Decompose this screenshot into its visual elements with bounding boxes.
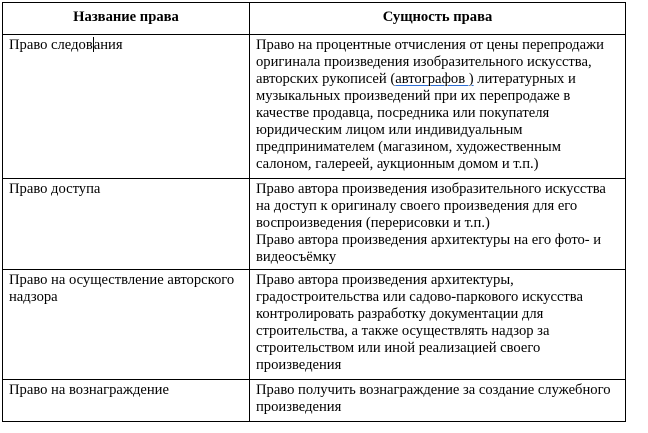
rights-table <box>2 2 626 422</box>
cell-right-essence[interactable] <box>250 179 626 270</box>
cell-text-after-cursor: ания <box>93 37 123 53</box>
cell-right-essence[interactable]: Право автора произведения архитектуры, градостроительства или садово-паркового искусства контролировать разработку документации для строительства, а также осуществлять надзор за строительством или иной реализацией своего произведения <box>250 270 626 380</box>
table-row <box>3 380 626 422</box>
essence-paragraph: Право автора произведения архитектуры на его фото- и видеосъёмку <box>256 232 602 265</box>
table-row <box>3 35 626 179</box>
cell-right-name[interactable] <box>3 35 250 179</box>
cell-right-essence[interactable] <box>250 35 626 179</box>
essence-paragraph: Право автора произведения изобразительного искусства на доступ к оригиналу своего произведения для его воспроизведения (перерисовки и т.п.) <box>256 181 606 231</box>
essence-text-part: литературных и музыкальных произведений при их перепродаже в качестве продавца, посредника или покупателя юридическим лицом или индивидуальным предпринимателем (магазином, художественным салоном, галереей, аукционным домом и т.п.) <box>256 71 576 172</box>
cell-text-before-cursor: Право следов <box>9 37 93 53</box>
cell-right-name[interactable]: Право на вознаграждение <box>3 380 250 422</box>
table-row <box>3 270 626 380</box>
cell-right-name[interactable]: Право на осуществление авторского надзора <box>3 270 250 380</box>
essence-text-part: Право на процентные отчисления от цены перепродажи оригинала произведения изобразительного искусства, авторских рукописей ( <box>256 37 604 87</box>
header-row <box>3 3 626 35</box>
spellcheck-marked-word[interactable]: автографов ) <box>395 71 474 87</box>
header-rights-essence: Сущность права <box>250 3 626 35</box>
header-rights-name: Название права <box>3 3 250 35</box>
cell-right-name[interactable]: Право доступа <box>3 179 250 270</box>
cell-right-essence[interactable]: Право получить вознаграждение за создание служебного произведения <box>250 380 626 422</box>
table-row <box>3 179 626 270</box>
